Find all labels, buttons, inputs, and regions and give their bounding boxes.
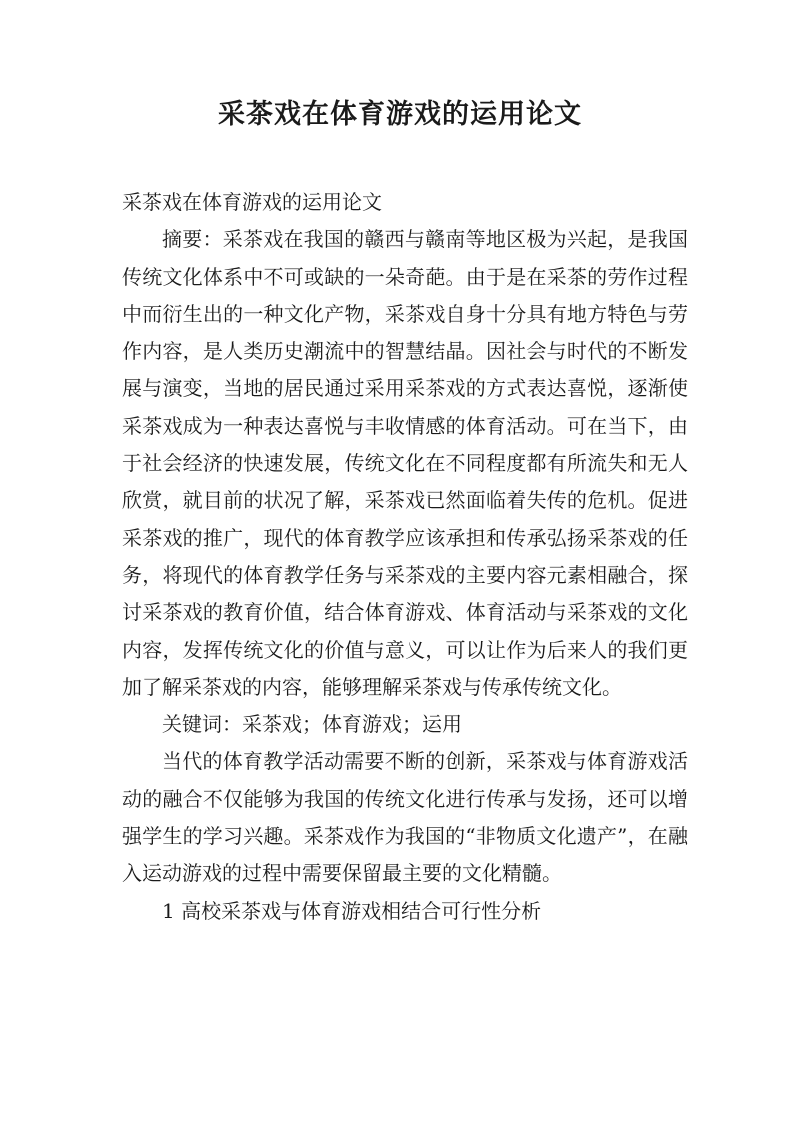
abstract-paragraph: 摘要：采茶戏在我国的赣西与赣南等地区极为兴起，是我国传统文化体系中不可或缺的一朵奇葩。由于是在采茶的劳作过程中而衍生出的一种文化产物，采茶戏自身十分具有地方特色与劳作内容，是人类历史潮流中的智慧结晶。因社会与时代的不断发展与演变，当地的居民通过采用采茶戏的方式表达喜悦，逐渐使采茶戏成为一种表达喜悦与丰收情感的体育活动。可在当下，由于社会经济的快速发展，传统文化在不同程度都有所流失和无人欣赏，就目前的状况了解，采茶戏已然面临着失传的危机。促进采茶戏的推广，现代的体育教学应该承担和传承弘扬采茶戏的任务，将现代的体育教学任务与采茶戏的主要内容元素相融合，探讨采茶戏的教育价值，结合体育游戏、体育活动与采茶戏的文化内容，发挥传统文化的价值与意义，可以让作为后来人的我们更加了解采茶戏的内容，能够理解采茶戏与传承传统文化。 <box>122 227 688 699</box>
document-body <box>122 184 688 930</box>
intro-paragraph: 当代的体育教学活动需要不断的创新，采茶戏与体育游戏活动的融合不仅能够为我国的传统文化进行传承与发扬，还可以增强学生的学习兴趣。采茶戏作为我国的“非物质文化遗产”，在融入运动游戏的过程中需要保留最主要的文化精髓。 <box>122 749 688 886</box>
document-title: 采茶戏在体育游戏的运用论文 <box>218 99 582 130</box>
keywords-line: 关键词：采茶戏；体育游戏；运用 <box>162 712 462 737</box>
section-heading: 1 高校采茶戏与体育游戏相结合可行性分析 <box>162 898 542 923</box>
subtitle-line: 采茶戏在体育游戏的运用论文 <box>122 190 382 214</box>
